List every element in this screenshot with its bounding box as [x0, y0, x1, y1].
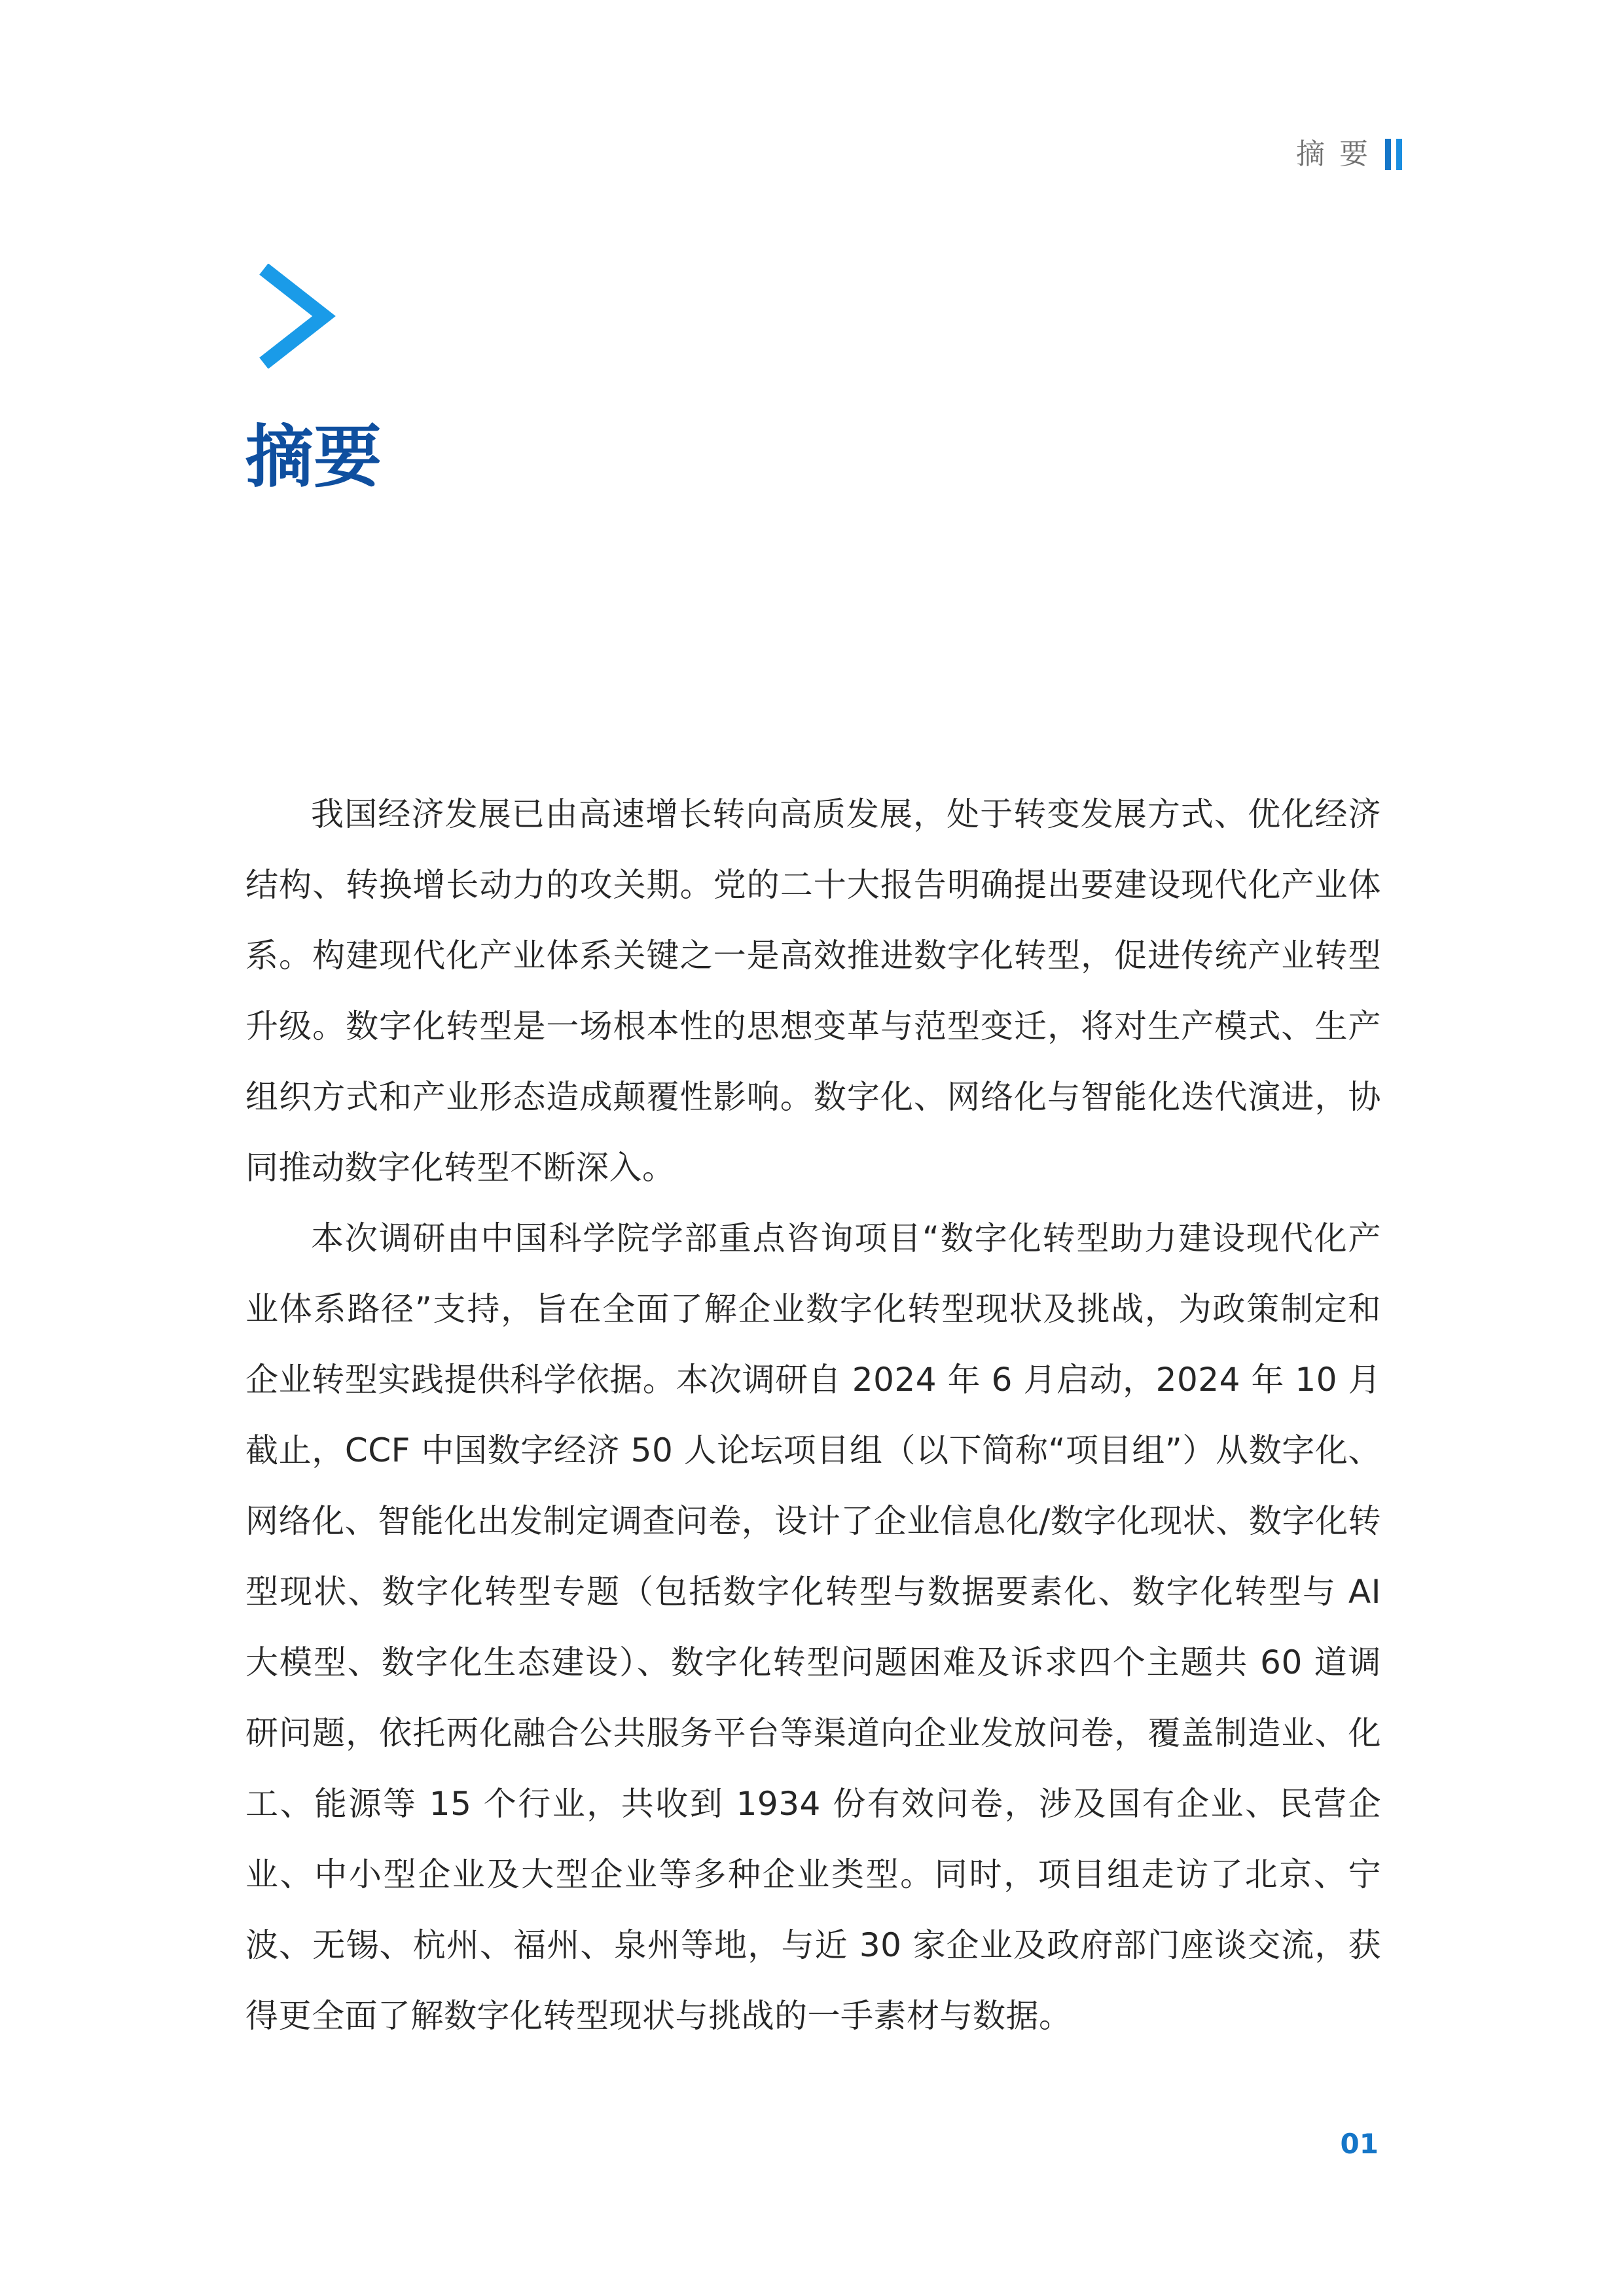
- page-title: 摘要: [245, 417, 382, 497]
- abstract-paragraph-2: 本次调研由中国科学院学部重点咨询项目“数字化转型助力建设现代化产业体系路径”支持，旨在全面了解企业数字化转型现状及挑战，为政策制定和企业转型实践提供科学依据。本次调研自 2024 年 6 月启动，2024 年 10 月截止，CCF 中国数字经济 50 人论坛项目组（以下简称“项目组”）从数字化、网络化、智能化出发制定调查问卷，设计了企业信息化/数字化现状、数字化转型现状、数字化转型专题（包括数字化转型与数据要素化、数字化转型与 AI 大模型、数字化生态建设）、数字化转型问题困难及诉求四个主题共 60 道调研问题，依托两化融合公共服务平台等渠道向企业发放问卷，覆盖制造业、化工、能源等 15 个行业，共收到 1934 份有效问卷，涉及国有企业、民营企业、中小型企业及大型企业等多种企业类型。同时，项目组走访了北京、宁波、无锡、杭州、福州、泉州等地，与近 30 家企业及政府部门座谈交流，获得更全面了解数字化转型现状与挑战的一手素材与数据。: [245, 1219, 1381, 2035]
- bar-right: [1396, 139, 1402, 170]
- running-header-title: 摘要: [1296, 137, 1382, 171]
- bar-left: [1385, 139, 1391, 170]
- abstract-paragraph-1: 我国经济发展已由高速增长转向高质发展，处于转变发展方式、优化经济结构、转换增长动力的攻关期。党的二十大报告明确提出要建设现代化产业体系。构建现代化产业体系关键之一是高效推进数字化转型，促进传统产业转型升级。数字化转型是一场根本性的思想变革与范型变迁，将对生产模式、生产组织方式和产业形态造成颠覆性影响。数字化、网络化与智能化迭代演进，协同推动数字化转型不断深入。: [245, 795, 1381, 1187]
- running-header: [1296, 135, 1402, 174]
- double-bar-icon: [1385, 139, 1402, 170]
- page-number: 01: [1340, 2128, 1379, 2160]
- abstract-body: [245, 779, 1381, 2051]
- chevron-right-icon: [259, 264, 337, 368]
